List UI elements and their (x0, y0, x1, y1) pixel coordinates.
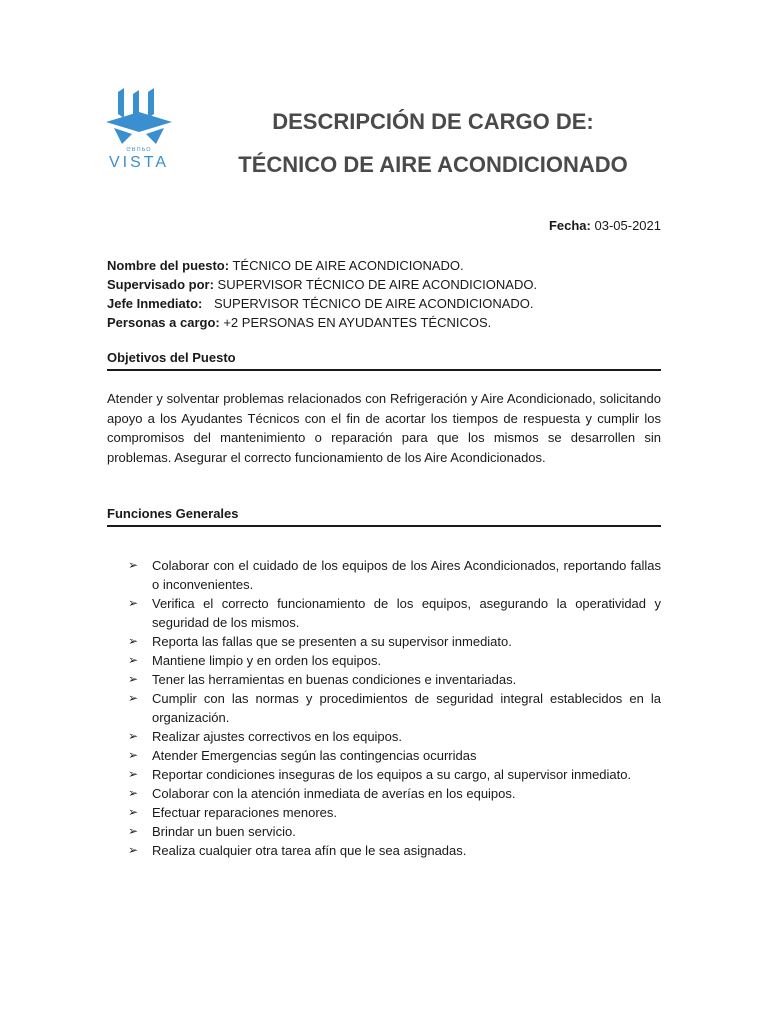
funciones-list (107, 556, 661, 860)
document-title-line1: DESCRIPCIÓN DE CARGO DE: (272, 109, 594, 134)
jefe-value: SUPERVISOR TÉCNICO DE AIRE ACONDICIONADO. (213, 296, 534, 311)
jefe-label: Jefe Inmediato: (107, 296, 203, 311)
list-item-text: Efectuar reparaciones menores. (152, 805, 337, 820)
info-row-puesto (107, 256, 667, 275)
logo-mark-icon (104, 88, 174, 146)
list-item-text: Colaborar con el cuidado de los equipos de los Aires Acondicionados, reportando fallas o inconvenientes. (152, 558, 661, 592)
arrow-bullet-icon: ➢ (128, 558, 139, 572)
logo-brand-text: VISTA (108, 154, 170, 171)
list-item (107, 632, 661, 651)
personas-label: Personas a cargo: (107, 315, 220, 330)
list-item-text: Realizar ajustes correctivos en los equipos. (152, 729, 403, 744)
job-info (107, 256, 667, 332)
arrow-bullet-icon: ➢ (128, 634, 139, 648)
arrow-bullet-icon: ➢ (128, 596, 139, 610)
list-item (107, 727, 661, 746)
list-item-text: Atender Emergencias según las contingencias ocurridas (152, 748, 477, 763)
list-item (107, 803, 661, 822)
supervisado-value: SUPERVISOR TÉCNICO DE AIRE ACONDICIONADO. (217, 277, 538, 292)
list-item (107, 651, 661, 670)
date-value: 03-05-2021 (594, 218, 661, 233)
list-item (107, 822, 661, 841)
list-item (107, 689, 661, 727)
list-item (107, 670, 661, 689)
info-row-jefe (107, 294, 667, 313)
grupo-vista-logo (104, 88, 174, 178)
list-item-text: Mantiene limpio y en orden los equipos. (152, 653, 382, 668)
arrow-bullet-icon: ➢ (128, 824, 139, 838)
supervisado-label: Supervisado por: (107, 277, 214, 292)
puesto-label: Nombre del puesto: (107, 258, 230, 273)
arrow-bullet-icon: ➢ (128, 653, 139, 667)
info-row-personas (107, 313, 667, 332)
arrow-bullet-icon: ➢ (128, 672, 139, 686)
arrow-bullet-icon: ➢ (128, 729, 139, 743)
logo-group-text: GRUPO (126, 145, 152, 151)
info-row-supervisado (107, 275, 667, 294)
list-item-text: Reporta las fallas que se presenten a su supervisor inmediato. (152, 634, 512, 649)
list-item-text: Brindar un buen servicio. (152, 824, 296, 839)
document-title-line2: TÉCNICO DE AIRE ACONDICIONADO (238, 152, 628, 177)
list-item (107, 841, 661, 860)
arrow-bullet-icon: ➢ (128, 786, 139, 800)
personas-value: +2 PERSONAS EN AYUDANTES TÉCNICOS. (223, 315, 492, 330)
list-item-text: Verifica el correcto funcionamiento de los equipos, asegurando la operatividad y seguridad de los mismos. (152, 596, 661, 630)
date-label: Fecha: (548, 218, 591, 233)
list-item-text: Colaborar con la atención inmediata de averías en los equipos. (152, 786, 516, 801)
arrow-bullet-icon: ➢ (128, 748, 139, 762)
date-row (549, 218, 661, 233)
list-item-text: Reportar condiciones inseguras de los equipos a su cargo, al supervisor inmediato. (152, 767, 632, 782)
list-item (107, 746, 661, 765)
arrow-bullet-icon: ➢ (128, 767, 139, 781)
list-item (107, 594, 661, 632)
objetivos-heading: Objetivos del Puesto (107, 350, 661, 371)
list-item-text: Realiza cualquier otra tarea afín que le sea asignadas. (152, 843, 467, 858)
objetivos-text: Atender y solventar problemas relacionados con Refrigeración y Aire Acondicionado, solicitando apoyo a los Ayudantes Técnicos con el fin de acortar los tiempos de respuesta y cumplir los compromisos del mantenimiento o reparación para que los mismos se desarrollen sin problemas. Asegurar el correcto funcionamiento de los Aire Acondicionados. (107, 391, 661, 465)
arrow-bullet-icon: ➢ (128, 843, 139, 857)
list-item-text: Tener las herramientas en buenas condiciones e inventariadas. (152, 672, 517, 687)
list-item-text: Cumplir con las normas y procedimientos de seguridad integral establecidos en la organización. (152, 691, 661, 725)
list-item (107, 784, 661, 803)
list-item (107, 765, 661, 784)
arrow-bullet-icon: ➢ (128, 691, 139, 705)
puesto-value: TÉCNICO DE AIRE ACONDICIONADO. (232, 258, 464, 273)
list-item (107, 556, 661, 594)
arrow-bullet-icon: ➢ (128, 805, 139, 819)
funciones-heading: Funciones Generales (107, 506, 661, 527)
